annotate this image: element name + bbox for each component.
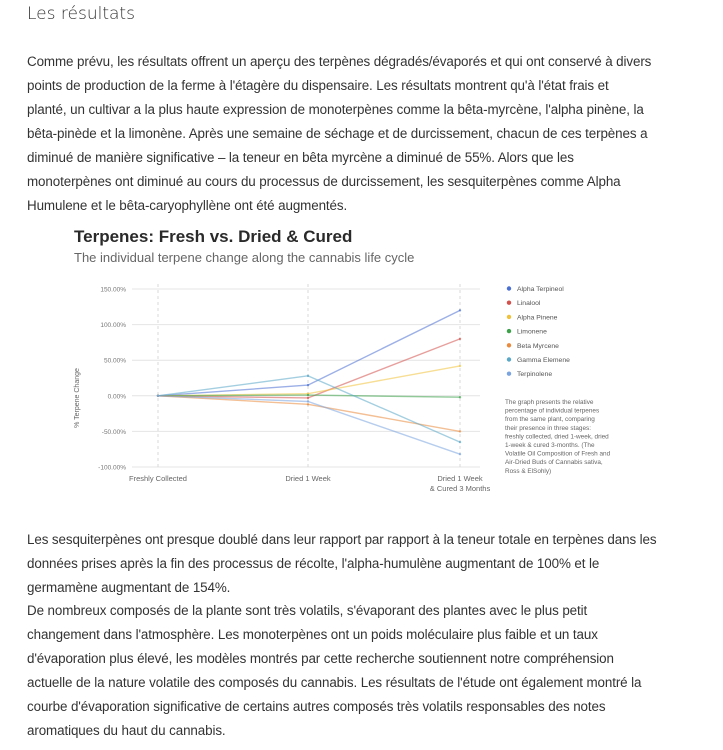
- volatility-line: courbe d'évaporation significative de certains autres composés très volatils responsables des notes: [27, 699, 606, 714]
- intro-line: monoterpènes ont diminué au cours du processus de durcissement, les sesquiterpènes comme Alpha: [27, 174, 621, 189]
- intro-line: bêta-pinède et la limonène. Après une semaine de séchage et de durcissement, chacun de ces terpènes a: [27, 126, 648, 141]
- volatility-line: d'évaporation plus élevé, les modèles montrés par cette recherche soutiennent notre compréhension: [27, 651, 614, 666]
- series-line-alpha-pinene: [158, 366, 460, 396]
- volatility-line: aromatiques du haut du cannabis.: [27, 723, 226, 738]
- chart-legend: [507, 286, 570, 378]
- chart-note-line: from the same plant, comparing: [505, 416, 595, 424]
- volatility-line: changement dans l'atmosphère. Les monoterpènes ont un poids moléculaire plus faible et un taux: [27, 627, 598, 642]
- legend-marker: [507, 315, 511, 319]
- y-tick-label: -100.00%: [98, 464, 126, 472]
- series-line-gamma-elemene: [158, 376, 460, 442]
- data-point: [459, 365, 461, 367]
- page-heading: Les résultats: [27, 4, 135, 24]
- legend-label: Alpha Terpineol: [517, 286, 564, 293]
- volatility-line: actuelle de la nature volatile des composés du cannabis. Les résultats de l'étude ont également montré la: [27, 675, 642, 690]
- data-point: [307, 403, 309, 405]
- chart-note-line: The graph presents the relative: [505, 399, 594, 406]
- legend-marker: [507, 343, 511, 347]
- legend-marker: [507, 329, 511, 333]
- intro-line: points de production de la ferme à l'étagère du dispensaire. Les résultats montrent qu'à l'état frais et: [27, 78, 609, 93]
- sesquiterpene-line: Les sesquiterpènes ont presque doublé dans leur rapport par rapport à la teneur totale en terpènes dans les: [27, 532, 657, 547]
- y-tick-label: 50.00%: [103, 357, 126, 365]
- data-point: [459, 396, 461, 398]
- chart-note-line: their presence in three stages:: [505, 424, 591, 432]
- y-tick-label: 100.00%: [100, 322, 126, 330]
- chart-title: Terpenes: Fresh vs. Dried & Cured: [74, 227, 353, 246]
- chart-note-line: freshly collected, dried 1-week, dried: [505, 433, 609, 441]
- chart-note-line: percentage of individual terpenes: [505, 407, 600, 415]
- series-line-linalool: [158, 339, 460, 398]
- volatility-line: De nombreux composés de la plante sont très volatils, s'évaporant des plantes avec le plus petit: [27, 603, 588, 618]
- legend-label: Terpinolene: [517, 371, 553, 379]
- data-point: [307, 384, 309, 386]
- sesquiterpene-line: données prises après la fin des processus de récolte, l'alpha-humulène augmentant de 100% et le: [27, 556, 600, 571]
- sesquiterpene-paragraph: [27, 528, 699, 600]
- data-point: [157, 395, 159, 397]
- legend-marker: [507, 301, 511, 305]
- data-point: [307, 375, 309, 377]
- sesquiterpene-line: germamène augmentant de 154%.: [27, 580, 231, 595]
- legend-marker: [507, 286, 511, 290]
- chart-note-line: Ross & ElSohly): [505, 467, 552, 475]
- volatility-paragraph: [27, 599, 699, 743]
- legend-label: Limonene: [517, 328, 547, 336]
- intro-line: Comme prévu, les résultats offrent un aperçu des terpènes dégradés/évaporés et qui ont conservé à divers: [27, 54, 652, 69]
- chart-series: [157, 309, 461, 455]
- legend-label: Linalool: [517, 300, 541, 308]
- data-point: [459, 309, 461, 311]
- chart-note-line: Volatile Oil Composition of Fresh and: [505, 450, 611, 458]
- y-axis-label: % Terpene Change: [74, 368, 81, 428]
- legend-label: Beta Myrcene: [517, 342, 559, 350]
- legend-label: Gamma Elemene: [517, 357, 570, 364]
- y-tick-label: -50.00%: [101, 428, 126, 436]
- legend-marker: [507, 372, 511, 376]
- data-point: [459, 430, 461, 432]
- data-point: [307, 400, 309, 402]
- y-tick-labels: [98, 287, 126, 472]
- series-line-alpha-terpineol: [158, 310, 460, 395]
- x-tick-label: & Cured 3 Months: [429, 484, 491, 493]
- legend-label: Alpha Pinene: [517, 314, 558, 322]
- x-tick-label: Dried 1 Week: [437, 474, 483, 483]
- x-tick-label: Dried 1 Week: [285, 474, 331, 483]
- chart-subtitle: The individual terpene change along the cannabis life cycle: [74, 250, 415, 265]
- data-point: [459, 453, 461, 455]
- chart-note-line: 1-week & cured 3-months. (The: [505, 442, 595, 449]
- legend-marker: [507, 357, 511, 361]
- intro-line: planté, un cultivar a la plus haute expression de monoterpènes comme la bêta-myrcène, l'alpha pinène, la: [27, 102, 644, 117]
- data-point: [307, 397, 309, 399]
- intro-line: Humulene et le bêta-caryophyllène ont été augmentés.: [27, 198, 348, 213]
- x-tick-label: Freshly Collected: [129, 474, 187, 483]
- chart-note-line: Air-Dried Buds of Cannabis sativa,: [505, 459, 603, 467]
- y-tick-label: 0.00%: [107, 393, 126, 401]
- intro-paragraph: [27, 50, 699, 218]
- chart-note: [505, 399, 611, 475]
- x-tick-labels: [129, 474, 490, 493]
- data-point: [307, 394, 309, 396]
- y-tick-label: 150.00%: [100, 286, 126, 294]
- terpene-line-chart: [60, 222, 660, 512]
- data-point: [459, 338, 461, 340]
- data-point: [459, 441, 461, 443]
- intro-line: diminué de manière significative – la teneur en bêta myrcène a diminué de 55%. Alors que les: [27, 150, 574, 165]
